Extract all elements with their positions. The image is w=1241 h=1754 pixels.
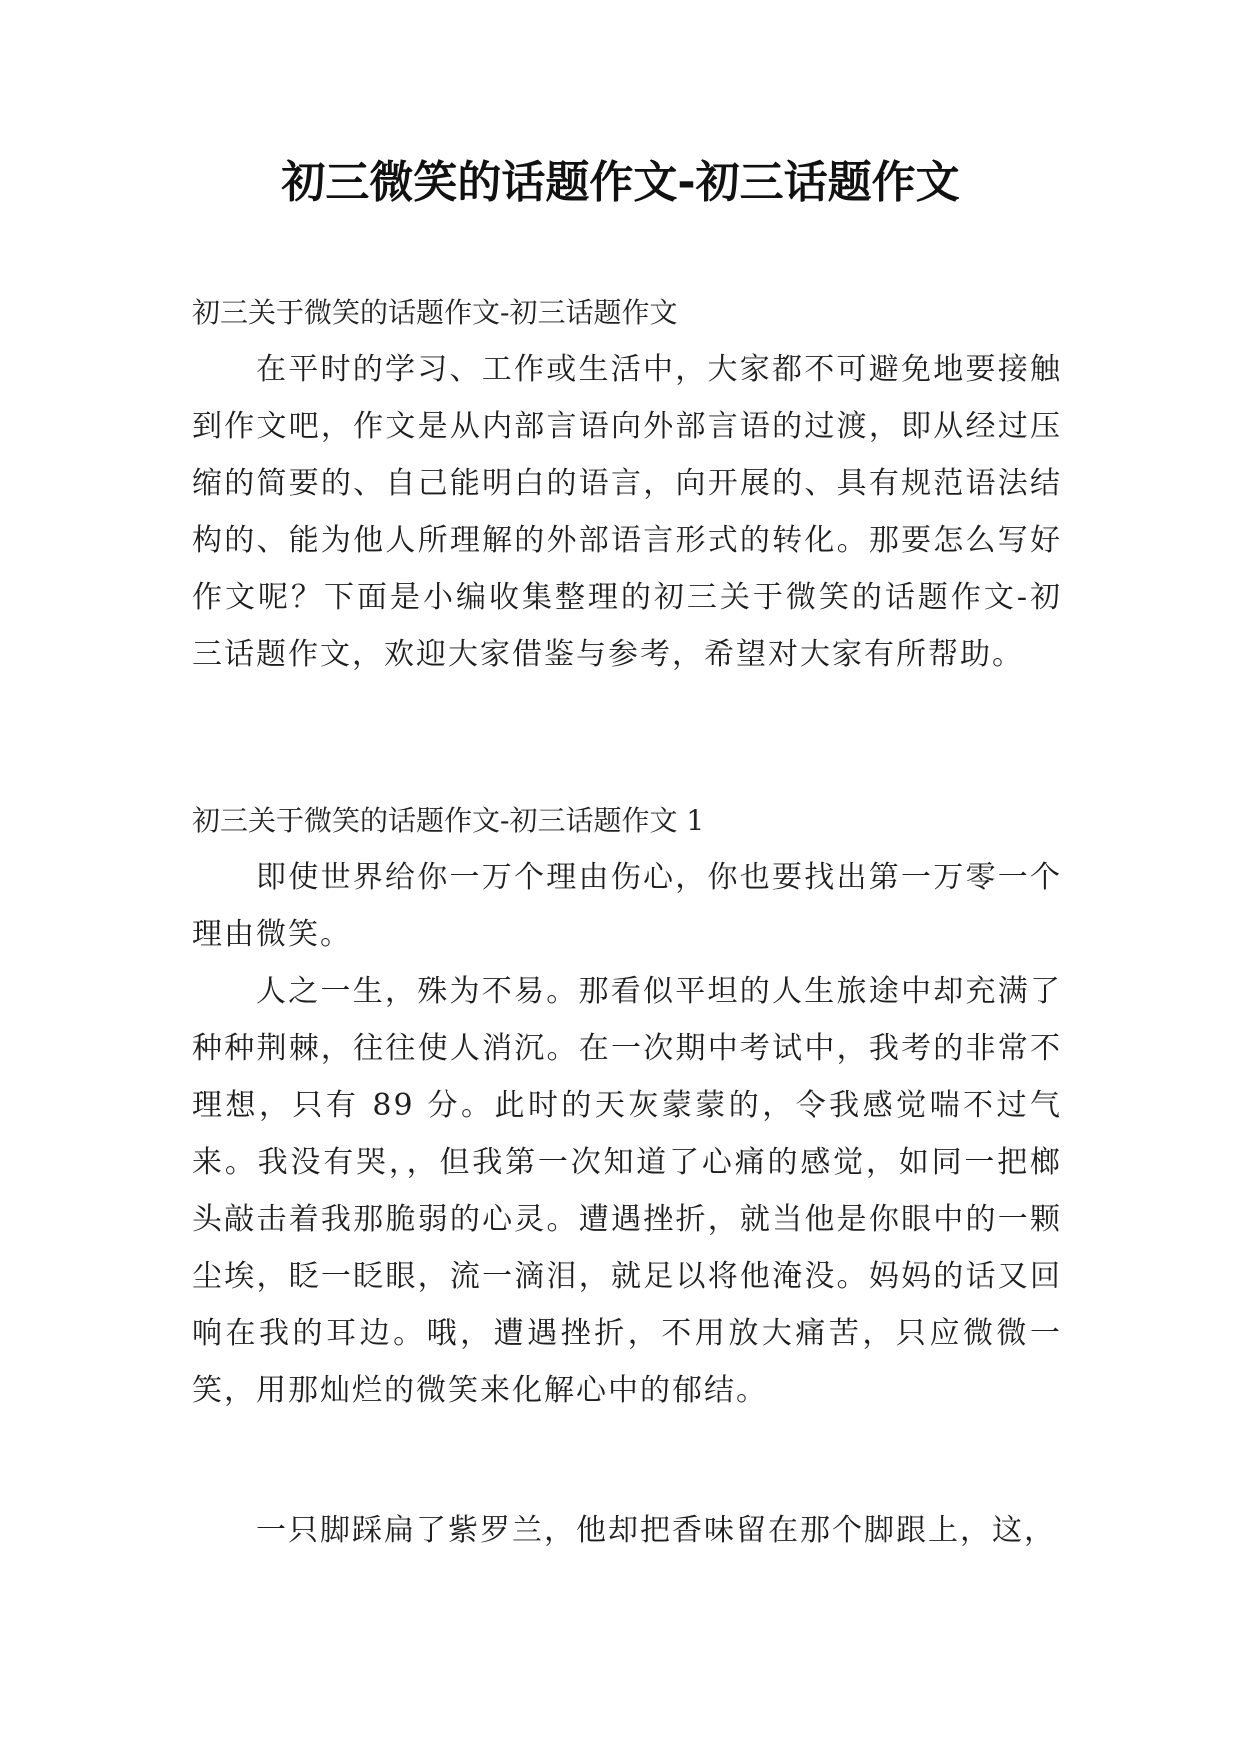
essay-section-tail — [192, 1502, 1062, 1559]
section-1-paragraph-1: 即使世界给你一万个理由伤心，你也要找出第一万零一个理由微笑。 — [192, 860, 1062, 952]
intro-heading: 初三关于微笑的话题作文-初三话题作文 — [192, 296, 678, 329]
intro-paragraph: 在平时的学习、工作或生活中，大家都不可避免地要接触到作文吧，作文是从内部言语向外部言语的过渡，即从经过压缩的简要的、自己能明白的语言，向开展的、具有规范语法结构的、能为他人所理解的外部语言形式的转化。那要怎么写好作文呢？下面是小编收集整理的初三关于微笑的话题作文-初三话题作文，欢迎大家借鉴与参考，希望对大家有所帮助。 — [192, 352, 1062, 672]
section-1-paragraph-2: 人之一生，殊为不易。那看似平坦的人生旅途中却充满了种种荆棘，往往使人消沉。在一次期中考试中，我考的非常不理想，只有 89 分。此时的天灰蒙蒙的，令我感觉喘不过气来。我没有哭，，但我第一次知道了心痛的感觉，如同一把榔头敲击着我那脆弱的心灵。遭遇挫折，就当他是你眼中的一颗尘埃，眨一眨眼，流一滴泪，就足以将他淹没。妈妈的话又回响在我的耳边。哦，遭遇挫折，不用放大痛苦，只应微微一笑，用那灿烂的微笑来化解心中的郁结。 — [192, 974, 1062, 1408]
tail-paragraph: 一只脚踩扁了紫罗兰，他却把香味留在那个脚跟上，这， — [256, 1513, 1056, 1548]
essay-section-1 — [192, 792, 1062, 1419]
document-title: 初三微笑的话题作文-初三话题作文 — [281, 157, 960, 208]
intro-section — [192, 284, 1062, 683]
section-1-heading: 初三关于微笑的话题作文-初三话题作文 1 — [192, 804, 705, 837]
